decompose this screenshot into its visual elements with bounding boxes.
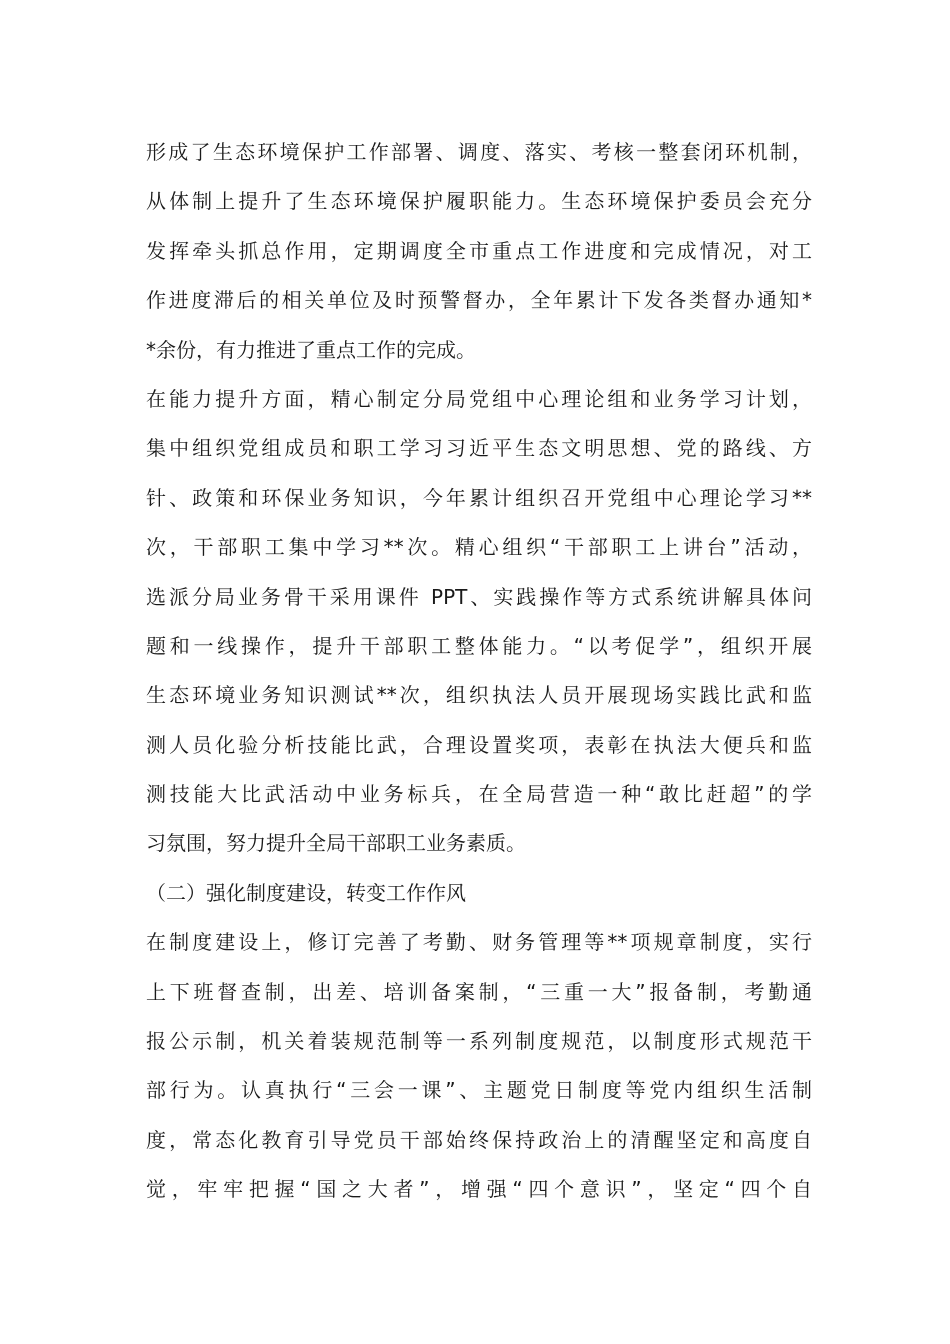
text-line: 题和一线操作，提升干部职工整体能力。“以考促学”，组织开展: [146, 633, 812, 658]
text-line: 生态环境业务知识测试**次，组织执法人员开展现场实践比武和监: [146, 683, 812, 708]
text-line: 次，干部职工集中学习**次。精心组织“干部职工上讲台”活动，: [146, 535, 812, 560]
text-line: 在能力提升方面，精心制定分局党组中心理论组和业务学习计划，: [146, 386, 812, 411]
text-line: 在制度建设上，修订完善了考勤、财务管理等**项规章制度，实行: [146, 930, 812, 955]
text-line: 测人员化验分析技能比武，合理设置奖项，表彰在执法大便兵和监: [146, 732, 812, 757]
text-line: 觉，牢牢把握“国之大者”，增强“四个意识”，坚定“四个自: [146, 1177, 812, 1202]
text-line: 从体制上提升了生态环境保护履职能力。生态环境保护委员会充分: [146, 189, 812, 214]
text-line: 作进度滞后的相关单位及时预警督办，全年累计下发各类督办通知*: [146, 288, 812, 313]
text-line: 习氛围，努力提升全局干部职工业务素质。: [146, 831, 526, 856]
text-line: *余份，有力推进了重点工作的完成。: [146, 337, 476, 362]
text-line: 集中组织党组成员和职工学习习近平生态文明思想、党的路线、方: [146, 436, 812, 461]
text-line: 选派分局业务骨干采用课件 PPT、实践操作等方式系统讲解具体问: [146, 584, 812, 609]
section-heading: （二）强化制度建设，转变工作作风: [146, 880, 466, 905]
text-line: 上下班督查制，出差、培训备案制，“三重一大”报备制，考勤通: [146, 979, 812, 1004]
text-line: 部行为。认真执行“三会一课”、主题党日制度等党内组织生活制: [146, 1078, 812, 1103]
text-line: 发挥牵头抓总作用，定期调度全市重点工作进度和完成情况，对工: [146, 238, 812, 263]
text-line: 针、政策和环保业务知识，今年累计组织召开党组中心理论学习**: [146, 485, 812, 510]
paragraph-system-building: [146, 918, 812, 1214]
text-line: 报公示制，机关着装规范制等一系列制度规范，以制度形式规范干: [146, 1029, 812, 1054]
text-line: 测技能大比武活动中业务标兵，在全局营造一种“敢比赶超”的学: [146, 782, 812, 807]
document-body: [146, 128, 812, 1215]
text-line: 度，常态化教育引导党员干部始终保持政治上的清醒坚定和高度自: [146, 1127, 812, 1152]
paragraph-capability-improvement: [146, 375, 812, 869]
text-line: 形成了生态环境保护工作部署、调度、落实、考核一整套闭环机制，: [146, 140, 812, 164]
paragraph-closed-loop-mechanism: [146, 128, 812, 375]
